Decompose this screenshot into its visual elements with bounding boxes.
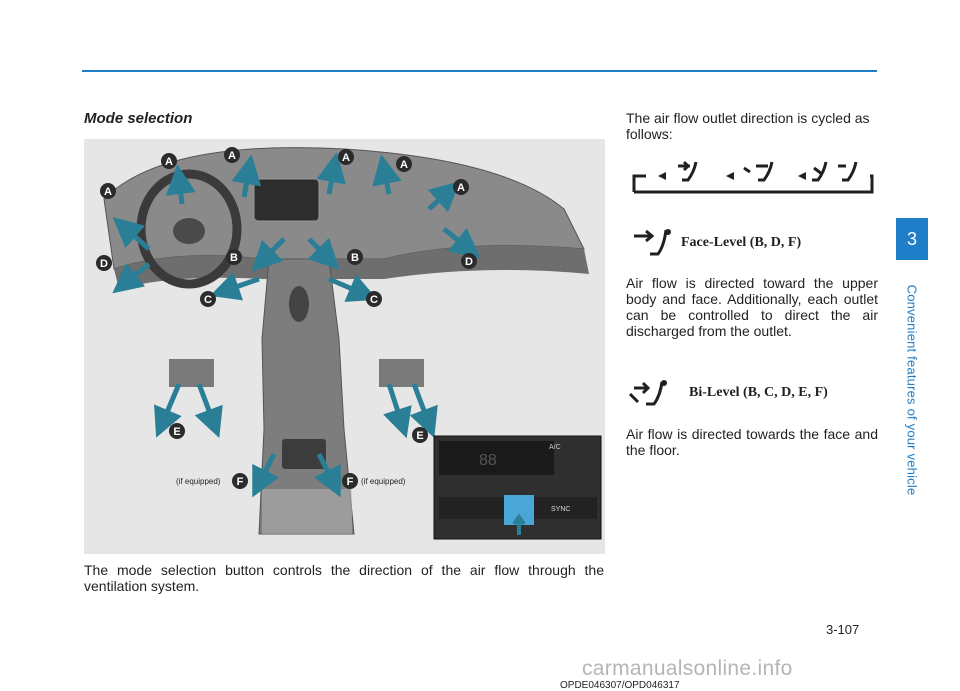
svg-text:D: D [100,258,108,270]
outlet-label-c2 [366,291,382,307]
section-title: Mode selection [84,110,193,127]
outlet-label-d1 [96,255,112,271]
svg-text:F: F [236,476,244,488]
cycle-intro-text: The air flow outlet direction is cycled as follows: [626,110,870,142]
outlet-label-c1 [200,291,216,307]
svg-text:B: B [351,252,359,264]
outlet-label-f2 [342,473,358,489]
bi-level-heading: Bi-Level (B, C, D, E, F) [689,385,828,400]
climate-panel-inset [434,436,601,539]
panel-ac-label: A/C [549,444,561,451]
bi-level-description: Air flow is directed towards the face and the floor. [626,426,878,458]
svg-text:E: E [173,426,181,438]
svg-text:A: A [165,156,173,168]
chapter-number-tab: 3 [896,218,928,260]
svg-text:A: A [400,159,408,171]
svg-text:A: A [342,152,350,164]
panel-sync-label: SYNC [551,506,571,513]
face-level-heading: Face-Level (B, D, F) [681,235,802,250]
panel-display-value: 88 [479,452,497,469]
svg-text:F: F [346,476,354,488]
dashboard-illustration [84,139,605,554]
if-equipped-right: (if equipped) [361,477,406,486]
outlet-label-f1 [232,473,248,489]
svg-text:E: E [416,430,424,442]
figure-caption-code: OPDE046307/OPD046317 [560,680,680,691]
top-rule [82,70,877,72]
face-level-icon [632,228,674,258]
outlet-label-b2 [347,249,363,265]
chapter-title: Convenient features of your vehicle [904,284,920,496]
face-level-description: Air flow is directed toward the upper body and face. Additionally, each outlet can be controlled to direct the air discharged from the outlet. [626,275,878,339]
watermark: carmanualsonline.info [582,657,793,680]
outlet-label-a2 [224,147,240,163]
center-screen [254,179,319,221]
outlet-label-e1 [169,423,185,439]
svg-text:A: A [228,150,236,162]
outlet-label-d2 [461,253,477,269]
outlet-label-a4 [396,156,412,172]
svg-text:A: A [104,186,112,198]
page-number: 3-107 [826,622,860,637]
outlet-label-a6 [453,179,469,195]
outlet-label-e2 [412,427,428,443]
outlet-label-a1 [161,153,177,169]
svg-text:D: D [465,256,473,268]
svg-text:A: A [457,182,465,194]
outlet-label-a3 [338,149,354,165]
svg-text:C: C [370,294,378,306]
svg-text:B: B [230,252,238,264]
outlet-label-b1 [226,249,242,265]
mode-cycle-diagram [626,156,878,196]
cycle-mode-icons [678,162,856,180]
body-text-left: The mode selection button controls the direction of the air flow through the ventilation system. [84,562,604,594]
svg-text:C: C [204,294,212,306]
cycle-arrows [658,172,806,180]
outlet-label-a5 [100,183,116,199]
if-equipped-left: (if equipped) [176,477,221,486]
bi-level-icon [628,378,670,408]
